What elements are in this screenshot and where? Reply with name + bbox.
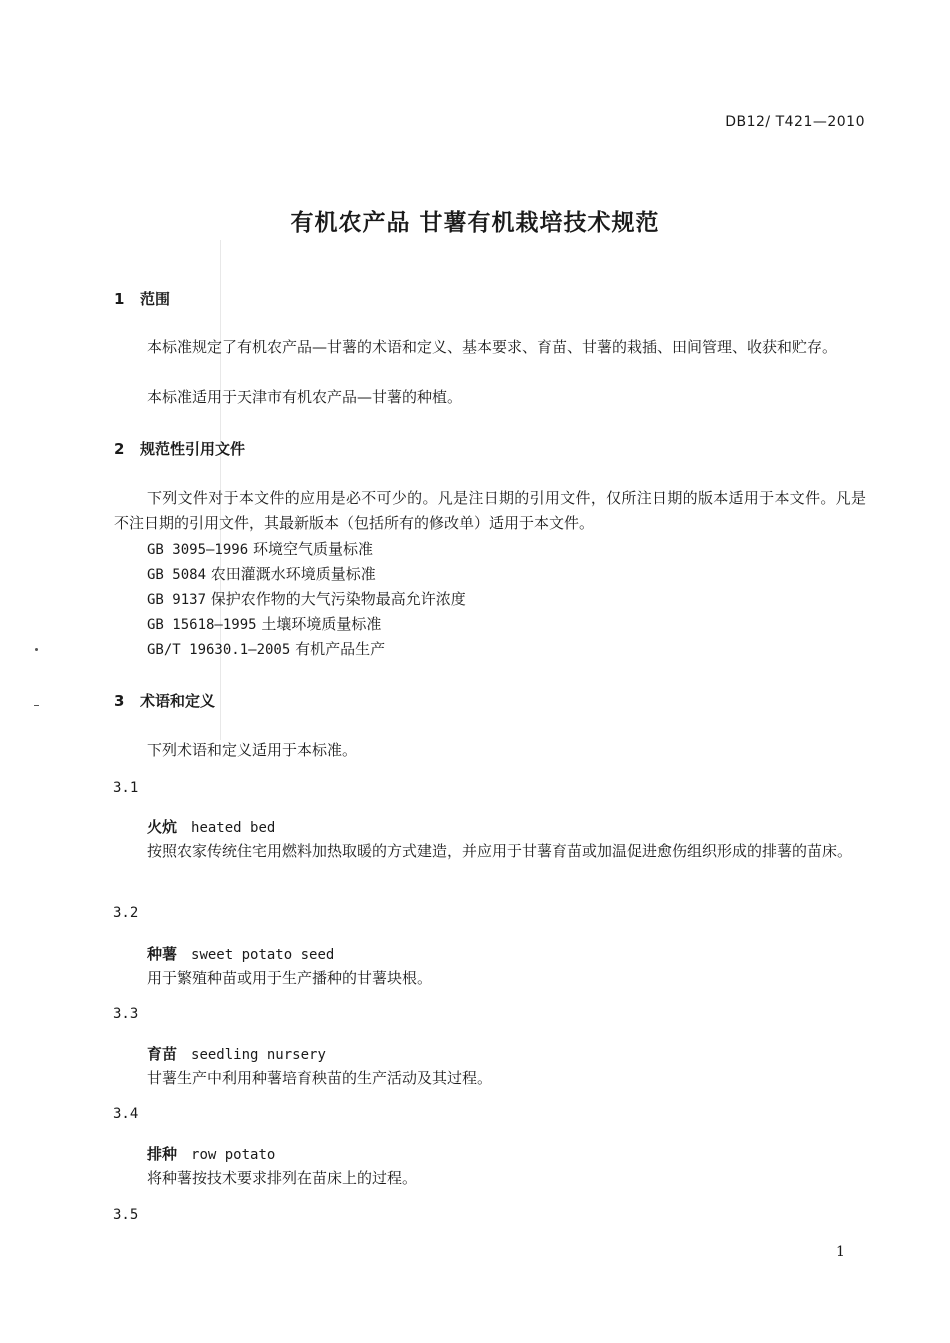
section-title: 规范性引用文件 <box>140 440 246 458</box>
term-entry <box>147 1143 275 1164</box>
subclause-number: 3.5 <box>113 1207 139 1223</box>
term-chinese: 排种 <box>147 1145 178 1163</box>
section-title: 范围 <box>140 290 171 308</box>
reference-item <box>147 538 373 559</box>
paragraph: 本标准适用于天津市有机农产品—甘薯的种植。 <box>147 388 463 406</box>
section-number: 1 <box>114 290 125 308</box>
subclause-number: 3.2 <box>113 905 139 921</box>
subclause-number: 3.3 <box>113 1006 139 1022</box>
term-english: seedling nursery <box>191 1047 326 1063</box>
reference-title: 有机产品生产 <box>295 640 386 658</box>
term-entry <box>147 943 334 964</box>
term-english: row potato <box>191 1147 276 1163</box>
reference-title: 环境空气质量标准 <box>252 540 373 558</box>
reference-code: GB 15618—1995 <box>147 617 257 633</box>
reference-item <box>147 638 385 659</box>
term-chinese: 育苗 <box>147 1045 178 1063</box>
subclause-number: 3.4 <box>113 1106 139 1122</box>
paragraph: 本标准规定了有机农产品—甘薯的术语和定义、基本要求、育苗、甘薯的栽插、田间管理、收获和贮存。 <box>147 338 838 356</box>
reference-code: GB 5084 <box>147 567 207 583</box>
reference-title: 农田灌溉水环境质量标准 <box>210 565 376 583</box>
section-number: 3 <box>114 692 125 710</box>
reference-code: GB 3095—1996 <box>147 542 249 558</box>
scan-dot <box>35 648 38 651</box>
term-definition: 甘薯生产中利用种薯培育秧苗的生产活动及其过程。 <box>147 1069 493 1087</box>
standard-number: DB12/ T421—2010 <box>725 114 865 130</box>
term-chinese: 种薯 <box>147 945 178 963</box>
reference-code: GB/T 19630.1—2005 <box>147 642 291 658</box>
term-entry <box>147 1043 326 1064</box>
document-title: 有机农产品 甘薯有机栽培技术规范 <box>290 210 660 236</box>
page-number: 1 <box>836 1244 845 1260</box>
subclause-number: 3.1 <box>113 780 139 796</box>
reference-title: 土壤环境质量标准 <box>261 615 382 633</box>
term-definition: 按照农家传统住宅用燃料加热取暖的方式建造，并应用于甘薯育苗或加温促进愈伤组织形成的排薯的苗床。 <box>147 842 853 860</box>
reference-item <box>147 613 381 634</box>
term-definition: 用于繁殖种苗或用于生产播种的甘薯块根。 <box>147 969 433 987</box>
section-number: 2 <box>114 440 125 458</box>
term-english: heated bed <box>191 820 276 836</box>
reference-item <box>147 588 466 609</box>
term-definition: 将种薯按技术要求排列在苗床上的过程。 <box>147 1169 418 1187</box>
scan-dash <box>34 705 39 706</box>
section-title: 术语和定义 <box>140 692 216 710</box>
paragraph: 下列文件对于本文件的应用是必不可少的。凡是注日期的引用文件，仅所注日期的版本适用于本文件。凡是不注日期的引用文件，其最新版本（包括所有的修改单）适用于本文件。 <box>114 489 866 532</box>
reference-code: GB 9137 <box>147 592 207 608</box>
section-heading-3 <box>114 690 215 711</box>
term-chinese: 火炕 <box>147 818 178 836</box>
paragraph: 下列术语和定义适用于本标准。 <box>147 741 358 759</box>
reference-title: 保护农作物的大气污染物最高允许浓度 <box>210 590 466 608</box>
section-heading-1 <box>114 288 170 309</box>
term-english: sweet potato seed <box>191 947 335 963</box>
reference-item <box>147 563 376 584</box>
term-entry <box>147 816 275 837</box>
section-heading-2 <box>114 438 245 459</box>
